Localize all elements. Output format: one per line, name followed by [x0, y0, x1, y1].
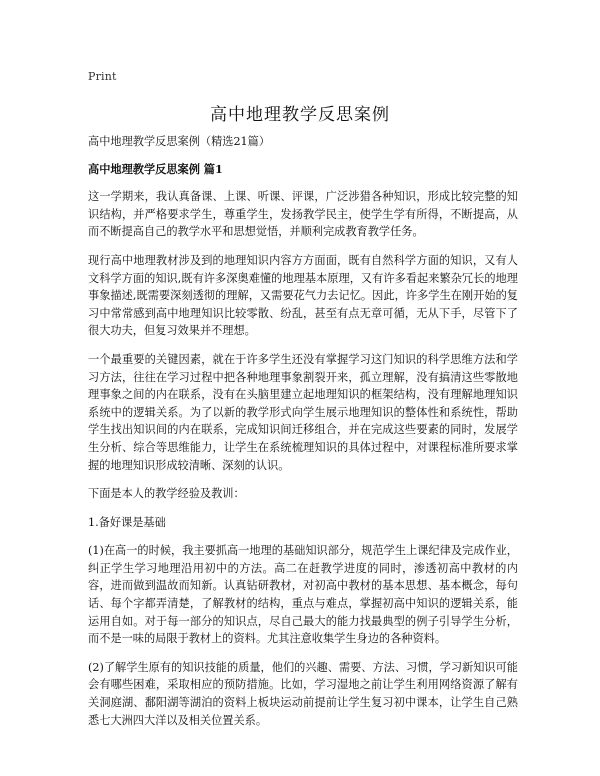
- document-subtitle: 高中地理教学反思案例（精选21篇）: [88, 135, 271, 148]
- list-item-2: (2)了解学生原有的知识技能的质量，他们的兴趣、需要、方法、习惯，学习新知识可能会有哪些困难，采取相应的预防措施。比如，学习湿地之前让学生利用网络资源了解有关洞庭湖、鄱阳湖等湖泊的资料上板块运动前提前让学生复习初中课本，让学生自己熟悉七大洲四大洋以及相关位置关系。: [88, 660, 518, 727]
- paragraph-intro: 这一学期来，我认真备课、上课、听课、评课，广泛涉猎各种知识，形成比较完整的知识结构，并严格要求学生，尊重学生，发扬教学民主，使学生学有所得，不断提高，从而不断提高自己的教学水平和思想觉悟，并顺利完成教育教学任务。: [88, 190, 518, 239]
- paragraph-experience-intro: 下面是本人的教学经验及教训：: [88, 487, 245, 501]
- list-heading-prepare-lessons: 1.备好课是基础: [88, 515, 166, 529]
- article-body: [88, 133, 518, 740]
- page-title: 高中地理教学反思案例: [210, 105, 390, 125]
- paragraph-textbook-content: 现行高中地理教材涉及到的地理知识内容方方面面，既有自然科学方面的知识，又有人文科学方面的知识,既有许多深奥难懂的地理基本原理，又有许多看起来繁杂冗长的地理事象描述,既需要深刻透彻的理解，又需要花气力去记忆。因此，许多学生在刚开始的复习中常常感到高中地理知识比较零散、纷乱，甚至有点无章可循，无从下手，尽管下了很大功夫，但复习效果并不理想。: [88, 253, 518, 338]
- paragraph-key-factor: 一个最重要的关键因素，就在于许多学生还没有掌握学习这门知识的科学思维方法和学习方法，往往在学习过程中把各种地理事象割裂开来，孤立理解，没有搞清这些零散地理事象之间的内在联系，没有在头脑里建立起地理知识的框架结构，没有理解地理知识系统中的逻辑关系。为了以新的教学形式向学生展示地理知识的整体性和系统性，帮助学生找出知识间的内在联系，完成知识间迁移组合，并在完成这些要素的同时，发展学生分析、综合等思维能力，让学生在系统梳理知识的具体过程中，对课程标准所要求掌握的地理知识形成较清晰、深刻的认识。: [88, 352, 518, 472]
- print-link[interactable]: Print: [88, 70, 117, 83]
- list-item-1: (1)在高一的时候，我主要抓高一地理的基础知识部分，规范学生上课纪律及完成作业，纠正学生学习地理沿用初中的方法。高二在赶教学进度的同时，渗透初高中教材的内容，进而做到温故而知新。认真钻研教材，对初高中教材的基本思想、基本概念，每句话、每个字都弄清楚，了解教材的结构，重点与难点，掌握初高中知识的逻辑关系，能运用自如。对于每一部分的知识点，尽自己最大的能力找最典型的例子引导学生分析，而不是一味的局限于教材上的资料。尤其注意收集学生身边的各种资料。: [88, 544, 518, 646]
- section-heading: 高中地理教学反思案例 篇1: [88, 161, 223, 176]
